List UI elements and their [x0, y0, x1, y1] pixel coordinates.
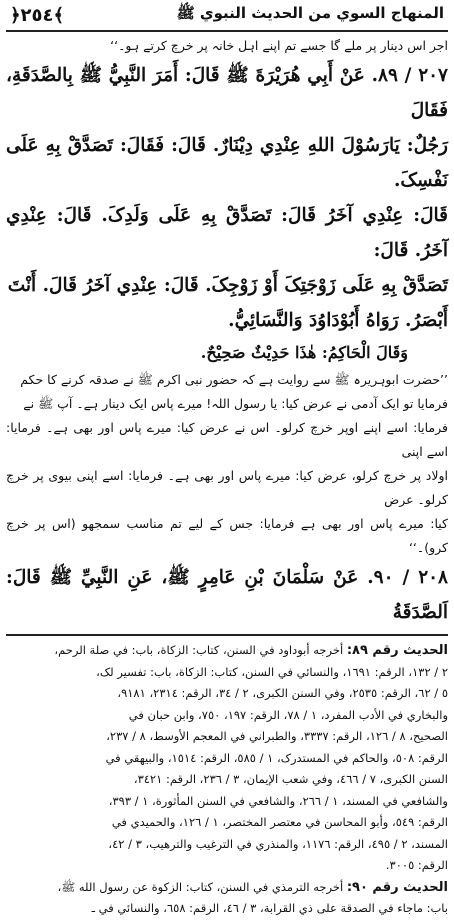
urdu-intro-line: اجر اس دینار پر ملے گا جسے تم اپنے اہل خانہ پر خرچ کرتے ہو۔‘‘	[110, 38, 448, 53]
note-89-line-11: الرقم: ٣٠٠٥.	[385, 858, 448, 872]
note-90-line-1: الحديث رقم ٩٠: أخرجه الترمذي في السنن، کتاب: الزکوة عن رسول الله ﷺ،	[57, 879, 448, 895]
hakim-line: وَقَالَ الْحَاکِمُ: هٰذَا حَدِيْثٌ صَحِيْحٌ.	[200, 343, 408, 362]
main-text	[6, 34, 448, 630]
note-89-line-3: ٥ / ٦٢، الرقم: ٢٥٣٥، وفي السنن الکبرى، ٢ / ٣٤، الرقم: ٢٣١٤، ٩١٨١،	[117, 686, 448, 700]
note-89-line-1: الحديث رقم ٨٩: أخرجه أبوداود في السنن، کتاب: الزکاة، باب: في صلة الرحم،	[54, 643, 448, 658]
page-number: ﴿٢٥٤﴾	[10, 4, 65, 26]
note-89-line-8: والشافعي في المسند، ١ / ٢٦٦، والشافعي في السنن المأثورة، ١ / ٣٩٣،	[108, 793, 448, 808]
urdu-translation-line-5: کیا: میرے پاس اور بھی ہے فرمایا: جس کے لیے تم مناسب سمجھو (اس پر خرچ کرو)۔‘‘	[6, 516, 448, 555]
note-89-label: الحديث رقم ٨٩:	[346, 643, 448, 658]
note-89-line-6: الرقم: ٥٠٨، والحاکم في المستدرک، ١ / ٥٨٥، الرقم: ١٥١٤، والبيهقي في	[105, 750, 448, 765]
running-title: المنهاج السوي من الحديث النبوي ﷺ	[176, 4, 444, 22]
hadith-208-line: ٢٠٨ / ٩٠. عَنْ سَلْمَانَ بْنِ عَامِرٍ ﷺ، عَنِ النَّبِيِّ ﷺ قَالَ: اَلصَّدَقَةُ	[6, 567, 448, 623]
hadith-207-line-1: ٢٠٧ / ٨٩. عَنْ أَبِي هُرَيْرَةَ ﷺ قَالَ: أَمَرَ النَّبِيُّ ﷺ بِالصَّدَقَةِ، فَقَالَ	[6, 65, 448, 121]
note-89-line-5: الصحيح، ٨ / ١٢٦، الرقم: ٣٣٣٧، والطبراني في المعجم الأوسط، ٨ / ٢٣٧،	[106, 729, 448, 743]
note-89-line-2: ٢ / ١٣٢، الرقم: ١٦٩١، والنسائي في السنن، کتاب: الزکاة، باب: تفسير لک،	[96, 664, 448, 679]
note-89-line-9: الرقم: ٥٤٩، وأبو المحاسن في معتصر المختصر، ١ / ١٢٦، والحميدي في	[111, 815, 448, 829]
page-header	[6, 0, 448, 32]
note-90-line-2: باب: ماجاء في الصدقة على ذي القرابة، ٣ / ٤٦، الرقم: ٦٥٨، والنسائي في ـ	[91, 901, 448, 915]
footnotes	[6, 640, 448, 920]
urdu-translation-line-4: اولاد پر خرچ کرلو، عرض کیا: میرے پاس اور بھی ہے۔ فرمایا: اسے اپنی بیوی پر خرچ کرلو۔ عرض	[6, 468, 448, 507]
hadith-207-line-3: قَالَ: عِنْدِي آخَرُ قَالَ: تَصَدَّقْ بِهِ عَلَى وَلَدِکَ. قَالَ: عِنْدِي آخَرُ. قَالَ:	[6, 205, 448, 261]
urdu-translation-line-1: ’’حضرت ابوہریرہ ﷺ سے روایت ہے کہ حضور نبی اکرم ﷺ نے صدقہ کرنے کا حکم	[20, 372, 448, 387]
hadith-207-line-5: أَبْصَرُ. رَوَاهُ أَبُوْدَاوُدَ وَالنَّسَائِيُّ.	[228, 310, 448, 331]
footnote-divider	[6, 634, 448, 636]
urdu-translation-line-2: فرمایا تو ایک آدمی نے عرض کیا: یا رسول اللہ! میرے پاس ایک دینار ہے۔ آپ ﷺ نے	[23, 396, 448, 411]
note-90-label: الحديث رقم ٩٠:	[346, 879, 448, 895]
note-89-line-4: والبخاري في الأدب المفرد، ١ / ٧٨، الرقم: ١٩٧، ٧٥٠، وابن حبان في	[128, 707, 448, 722]
hadith-207-line-4: تَصَدَّقْ بِهِ عَلَى زَوْجَتِکَ أَوْ زَوْجِکَ. قَالَ: عِنْدِي آخَرُ قَالَ. أَنْتَ	[7, 275, 448, 296]
urdu-translation-line-3: فرمایا: اسے اپنے اوپر خرچ کرلو۔ اس نے عرض کیا: میرے پاس اور بھی ہے۔ فرمایا: اسے اپنی	[6, 420, 448, 459]
note-89-line-7: السنن الکبرى، ٧ / ٤٦٦، وفي شعب الإيمان، ٣ / ٢٣٦، الرقم: ٣٤٢١،	[133, 772, 448, 786]
note-89-line-10: المسند، ٢ / ٤٩٥، الرقم: ١١٧٦، والمنذري في الترغيب والترهيب، ٣ / ٤٢،	[108, 836, 448, 851]
hadith-207-line-2: رَجُلٌ: يَارَسُوْلَ اللهِ عِنْدِي دِيْنَارٌ. قَالَ: فَقَالَ: تَصَدَّقْ بِهِ عَلَى نَفْسِکَ.	[6, 135, 448, 191]
